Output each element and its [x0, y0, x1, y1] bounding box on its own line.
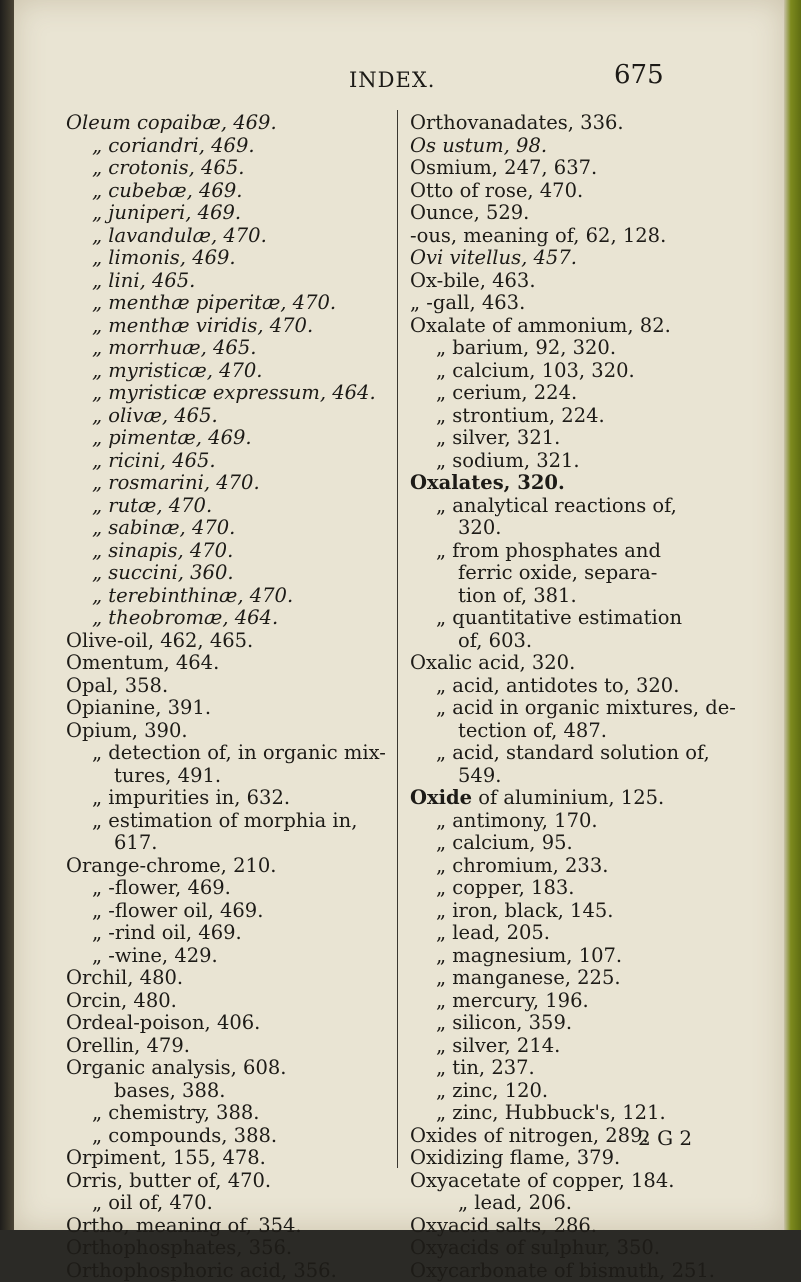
index-entry: „ magnesium, 107. [410, 945, 770, 968]
index-entry: Oxalates, 320. [410, 472, 770, 495]
index-entry: „ olivæ, 465. [66, 405, 396, 428]
index-entry: Oxidizing flame, 379. [410, 1147, 770, 1170]
index-column-right [410, 112, 770, 1282]
index-entry: „ silicon, 359. [410, 1012, 770, 1035]
index-entry: „ -flower, 469. [66, 877, 396, 900]
index-entry: „ lead, 206. [410, 1192, 770, 1215]
index-entry: tures, 491. [66, 765, 396, 788]
index-entry: 617. [66, 832, 396, 855]
index-entry: Ovi vitellus, 457. [410, 247, 770, 270]
index-entry: „ menthæ viridis, 470. [66, 315, 396, 338]
index-entry: „ sinapis, 470. [66, 540, 396, 563]
index-entry: „ detection of, in organic mix- [66, 742, 396, 765]
index-entry: „ rosmarini, 470. [66, 472, 396, 495]
index-entry: „ chemistry, 388. [66, 1102, 396, 1125]
index-entry: Oxides of nitrogen, 289. [410, 1125, 770, 1148]
index-entry: „ manganese, 225. [410, 967, 770, 990]
index-entry: „ rutæ, 470. [66, 495, 396, 518]
index-entry: Ortho, meaning of, 354. [66, 1215, 396, 1238]
index-entry: „ succini, 360. [66, 562, 396, 585]
index-entry: „ cubebæ, 469. [66, 180, 396, 203]
index-entry: „ zinc, 120. [410, 1080, 770, 1103]
index-entry: „ -rind oil, 469. [66, 922, 396, 945]
index-entry: tion of, 381. [410, 585, 770, 608]
index-entry: „ -gall, 463. [410, 292, 770, 315]
index-entry: „ coriandri, 469. [66, 135, 396, 158]
index-entry: „ -wine, 429. [66, 945, 396, 968]
signature-mark: 2 G 2 [638, 1126, 692, 1150]
index-entry: „ quantitative estimation [410, 607, 770, 630]
index-entry: Os ustum, 98. [410, 135, 770, 158]
index-entry: Olive-oil, 462, 465. [66, 630, 396, 653]
index-entry: Osmium, 247, 637. [410, 157, 770, 180]
index-entry: „ tin, 237. [410, 1057, 770, 1080]
page-header [14, 60, 784, 92]
index-entry: „ lead, 205. [410, 922, 770, 945]
index-entry: „ pimentæ, 469. [66, 427, 396, 450]
index-entry: „ analytical reactions of, [410, 495, 770, 518]
index-entry: Oxalic acid, 320. [410, 652, 770, 675]
book-gutter-shadow [0, 0, 14, 1230]
index-entry: Oxyacetate of copper, 184. [410, 1170, 770, 1193]
index-entry: „ acid in organic mixtures, de- [410, 697, 770, 720]
index-entry: 549. [410, 765, 770, 788]
index-entry: Opium, 390. [66, 720, 396, 743]
index-entry: Orthophosphoric acid, 356. [66, 1260, 396, 1282]
index-entry: Opal, 358. [66, 675, 396, 698]
index-entry: Orcin, 480. [66, 990, 396, 1013]
index-entry: „ acid, antidotes to, 320. [410, 675, 770, 698]
index-page [14, 0, 784, 1230]
index-entry: Otto of rose, 470. [410, 180, 770, 203]
index-entry: Oxide of aluminium, 125. [410, 787, 770, 810]
index-entry: Organic analysis, 608. [66, 1057, 396, 1080]
index-entry: Oxalate of ammonium, 82. [410, 315, 770, 338]
index-entry: „ theobromæ, 464. [66, 607, 396, 630]
index-entry: „ iron, black, 145. [410, 900, 770, 923]
index-entry: -ous, meaning of, 62, 128. [410, 225, 770, 248]
index-entry: tection of, 487. [410, 720, 770, 743]
index-entry: „ myristicæ, 470. [66, 360, 396, 383]
book-edge [784, 0, 801, 1230]
index-entry: „ myristicæ expressum, 464. [66, 382, 396, 405]
index-entry: Orris, butter of, 470. [66, 1170, 396, 1193]
index-entry: „ limonis, 469. [66, 247, 396, 270]
index-entry: Orthovanadates, 336. [410, 112, 770, 135]
index-entry: Omentum, 464. [66, 652, 396, 675]
index-entry: „ strontium, 224. [410, 405, 770, 428]
index-entry: „ impurities in, 632. [66, 787, 396, 810]
index-entry: „ mercury, 196. [410, 990, 770, 1013]
index-entry: „ lavandulæ, 470. [66, 225, 396, 248]
index-entry: „ calcium, 103, 320. [410, 360, 770, 383]
index-entry: „ -flower oil, 469. [66, 900, 396, 923]
index-entry: Ordeal-poison, 406. [66, 1012, 396, 1035]
index-entry: „ chromium, 233. [410, 855, 770, 878]
index-entry: „ silver, 321. [410, 427, 770, 450]
index-entry: ferric oxide, separa- [410, 562, 770, 585]
index-entry: „ silver, 214. [410, 1035, 770, 1058]
index-entry: „ crotonis, 465. [66, 157, 396, 180]
index-entry: „ zinc, Hubbuck's, 121. [410, 1102, 770, 1125]
index-entry: „ antimony, 170. [410, 810, 770, 833]
index-entry: Ox-bile, 463. [410, 270, 770, 293]
index-entry: Opianine, 391. [66, 697, 396, 720]
index-entry: „ menthæ piperitæ, 470. [66, 292, 396, 315]
index-entry: „ juniperi, 469. [66, 202, 396, 225]
index-entry: 320. [410, 517, 770, 540]
index-entry: „ lini, 465. [66, 270, 396, 293]
index-entry: bases, 388. [66, 1080, 396, 1103]
index-entry: Oxyacids of sulphur, 350. [410, 1237, 770, 1260]
index-entry: of, 603. [410, 630, 770, 653]
index-entry: Ounce, 529. [410, 202, 770, 225]
index-entry: „ sodium, 321. [410, 450, 770, 473]
index-entry: „ acid, standard solution of, [410, 742, 770, 765]
index-entry: „ terebinthinæ, 470. [66, 585, 396, 608]
index-entry: „ morrhuæ, 465. [66, 337, 396, 360]
page-number: 675 [614, 60, 664, 90]
index-entry: Orpiment, 155, 478. [66, 1147, 396, 1170]
index-entry: „ compounds, 388. [66, 1125, 396, 1148]
index-entry: Orange-chrome, 210. [66, 855, 396, 878]
index-entry: „ ricini, 465. [66, 450, 396, 473]
index-entry: Orthophosphates, 356. [66, 1237, 396, 1260]
index-entry: Oxyacid salts, 286. [410, 1215, 770, 1238]
index-entry: „ sabinæ, 470. [66, 517, 396, 540]
index-entry: Orchil, 480. [66, 967, 396, 990]
column-divider [397, 110, 398, 1168]
header-title: INDEX. [349, 68, 435, 92]
index-entry: „ estimation of morphia in, [66, 810, 396, 833]
index-entry: „ from phosphates and [410, 540, 770, 563]
index-entry: „ cerium, 224. [410, 382, 770, 405]
index-entry: „ copper, 183. [410, 877, 770, 900]
index-entry: „ calcium, 95. [410, 832, 770, 855]
index-entry: Oleum copaibæ, 469. [66, 112, 396, 135]
index-entry: Orellin, 479. [66, 1035, 396, 1058]
index-column-left [66, 112, 396, 1282]
index-entry: „ barium, 92, 320. [410, 337, 770, 360]
index-entry: Oxycarbonate of bismuth, 251. [410, 1260, 770, 1282]
index-entry: „ oil of, 470. [66, 1192, 396, 1215]
